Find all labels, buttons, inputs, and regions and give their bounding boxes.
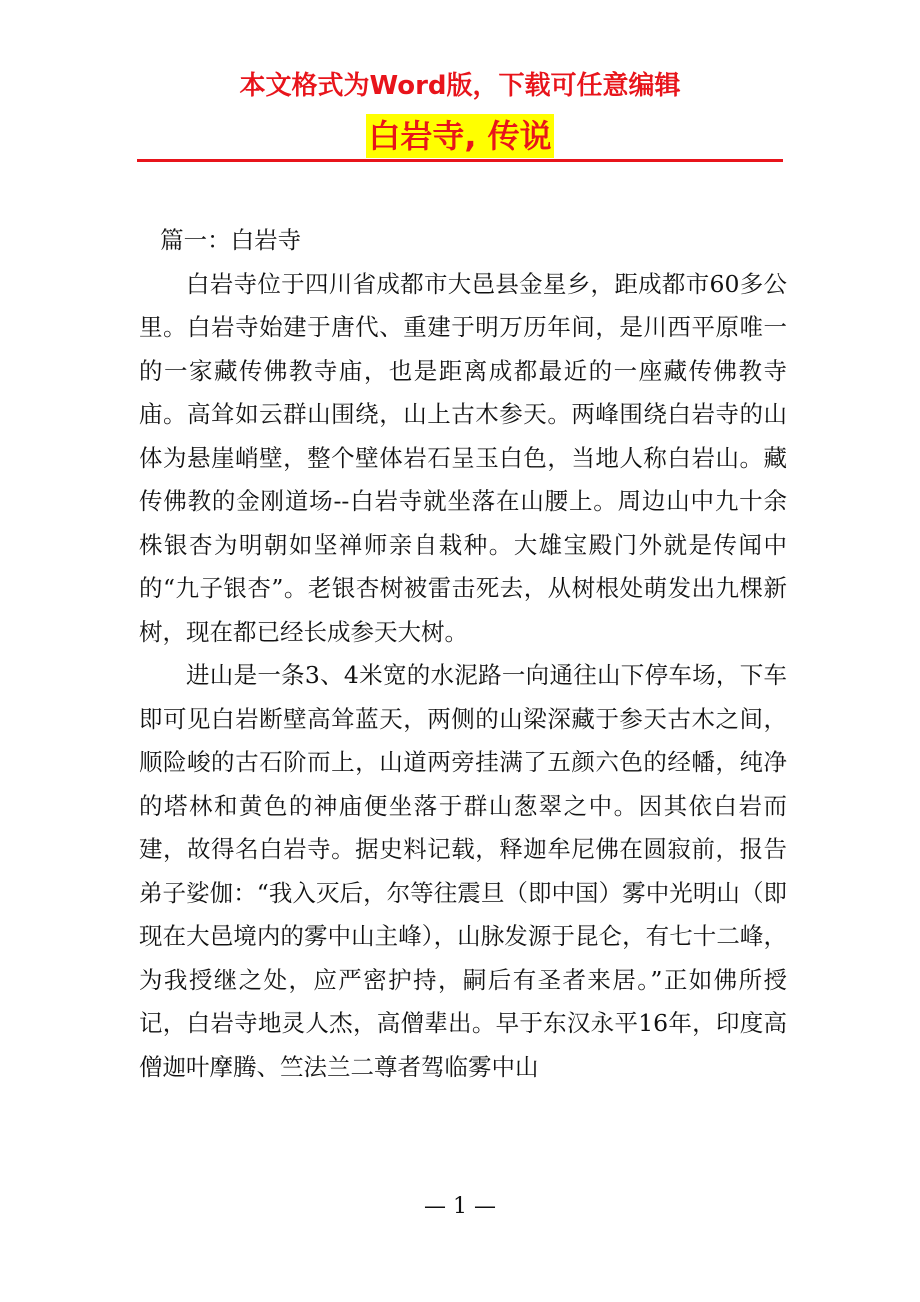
title-wrapper: [0, 114, 920, 158]
document-title: 白岩寺, 传说: [366, 114, 553, 158]
page-number: — 1 —: [424, 1194, 496, 1219]
article-body: [139, 219, 787, 1089]
format-banner: 本文格式为Word版，下载可任意编辑: [239, 71, 681, 101]
section-heading: 篇一：白岩寺: [160, 226, 302, 254]
paragraph-1: 白岩寺位于四川省成都市大邑县金星乡，距成都市60多公里。白岩寺始建于唐代、重建于明万历年间，是川西平原唯一的一家藏传佛教寺庙，也是距离成都最近的一座藏传佛教寺庙。高耸如云群山围绕，山上古木参天。两峰围绕白岩寺的山体为悬崖峭壁，整个壁体岩石呈玉白色，当地人称白岩山。藏传佛教的金刚道场--白岩寺就坐落在山腰上。周边山中九十余株银杏为明朝如坚禅师亲自栽种。大雄宝殿门外就是传闻中的“九子银杏”。老银杏树被雷击死去，从树根处萌发出九棵新树，现在都已经长成参天大树。: [139, 269, 787, 646]
header-divider: [137, 159, 783, 162]
paragraph-2: 进山是一条3、4米宽的水泥路一向通往山下停车场，下车即可见白岩断壁高耸蓝天，两侧的山梁深藏于参天古木之间，顺险峻的古石阶而上，山道两旁挂满了五颜六色的经幡，纯净的塔林和黄色的神庙便坐落于群山葱翠之中。因其依白岩而建，故得名白岩寺。据史料记载，释迦牟尼佛在圆寂前，报告弟子娑伽：“我入灭后，尔等往震旦（即中国）雾中光明山（即现在大邑境内的雾中山主峰），山脉发源于昆仑，有七十二峰，为我授继之处，应严密护持，嗣后有圣者来居。”正如佛所授记，白岩寺地灵人杰，高僧辈出。早于东汉永平16年，印度高僧迦叶摩腾、竺法兰二尊者驾临雾中山: [139, 661, 787, 1081]
